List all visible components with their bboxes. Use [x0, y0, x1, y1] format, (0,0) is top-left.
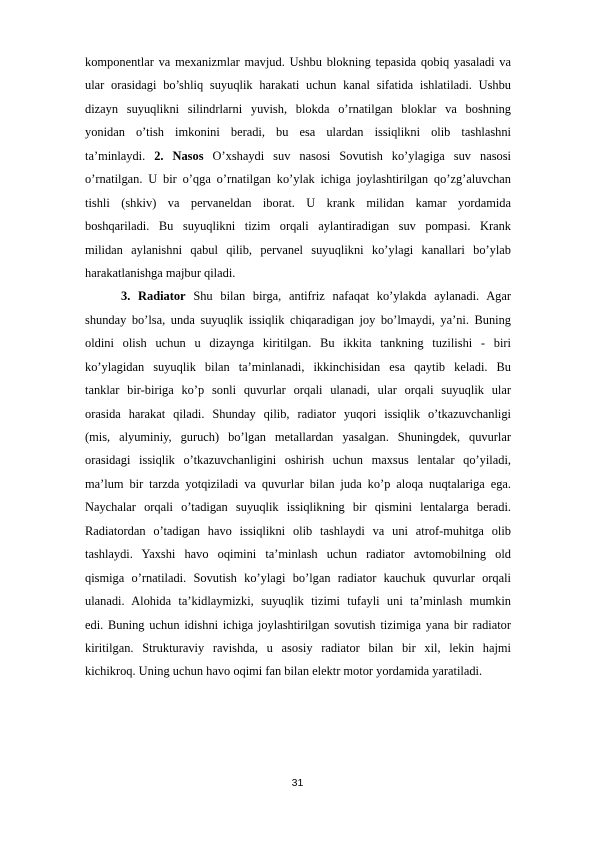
text-segment: o’rnatilgan. U bir o’qga o’rnatilgan ko’ylak ichiga joylashtirilgan qo’zg’aluvchan [85, 172, 511, 187]
text-line [85, 74, 511, 97]
text-segment: orasida harakat qiladi. Shunday qilib, radiator yuqori issiqlik o’tkazuvchanligi [85, 406, 511, 421]
text-segment: O’xshaydi suv nasosi Sovutish ko’ylagiga suv nasosi [203, 148, 511, 163]
text-line [85, 215, 511, 238]
text-line [85, 356, 511, 379]
text-segment: tanklar bir-biriga ko’p sonli quvurlar orqali ulanadi, ular orqali suyuqlik ular [85, 383, 511, 398]
text-line [85, 660, 511, 683]
text-segment: Radiatordan o’tadigan havo issiqlikni olib tashlaydi va uni atrof-muhitga olib [85, 523, 511, 538]
text-segment: Naychalar orqali o’tadigan suyuqlik issiqlikning bir qismini lentalarga beradi. [85, 500, 511, 515]
text-segment: kiritilgan. Strukturaviy ravishda, u asosiy radiator bilan bir xil, lekin hajmi [85, 640, 511, 655]
text-segment: tashlaydi. Yaxshi havo oqimini ta’minlash uchun radiator avtomobilning old [85, 547, 511, 562]
text-line [85, 379, 511, 402]
text-line [85, 543, 511, 566]
text-segment: ko’ylagidan suyuqlik bilan ta’minlanadi, ikkinchisidan esa qaytib keladi. Bu [85, 359, 511, 374]
text-line [85, 121, 511, 144]
text-line [85, 590, 511, 613]
page-number: 31 [291, 777, 304, 789]
text-segment: ma’lum bir tarzda yotqiziladi va quvurlar bilan juda ko’p aloqa nuqtalariga ega. [85, 476, 511, 491]
text-line [85, 192, 511, 215]
text-line [85, 98, 511, 121]
text-segment: oldini olish uchun u dizaynga kiritilgan. Bu ikkita tankning tuzilishi - biri [85, 336, 511, 351]
text-segment: (mis, alyuminiy, guruch) bo’lgan metallardan yasalgan. Shuningdek, quvurlar [85, 430, 511, 444]
text-line [85, 239, 511, 262]
text-segment: yonidan o’tish imkonini beradi, bu esa ulardan issiqlikni olib tashlashni [85, 125, 511, 140]
text-line [85, 285, 511, 308]
text-line [85, 332, 511, 355]
section-heading: 2. Nasos [154, 148, 204, 163]
text-line [85, 309, 511, 332]
text-segment: Shu bilan birga, antifriz nafaqat ko’ylakda aylanadi. Agar [185, 289, 511, 304]
text-line [85, 637, 511, 660]
text-segment: harakatlanishga majbur qiladi. [85, 265, 236, 280]
text-line [85, 614, 511, 637]
text-segment: ta’minlaydi. [85, 148, 155, 163]
text-segment: orasidagi issiqlik o’tkazuvchanligini oshirish uchun maxsus lentalar qo’yiladi, [85, 453, 511, 468]
text-segment: shunday bo’lsa, unda suyuqlik issiqlik chiqaradigan joy bo’lmaydi, ya’ni. Buning [85, 312, 511, 327]
text-segment: milidan aylanishni qabul qilib, pervanel suyuqlikni ko’ylagi kanallari bo’ylab [85, 242, 511, 257]
text-line [85, 262, 511, 285]
text-line [85, 426, 511, 449]
text-segment: kichikroq. Uning uchun havo oqimi fan bilan elektr motor yordamida yaratiladi. [85, 664, 483, 679]
text-segment: ulanadi. Alohida ta’kidlaymizki, suyuqlik tizimi tufayli uni ta’minlash mumkin [85, 594, 511, 609]
text-line [85, 567, 511, 590]
text-line [85, 449, 511, 472]
text-line [85, 168, 511, 191]
text-line [85, 496, 511, 519]
text-line [85, 403, 511, 426]
text-segment: tishli (shkiv) va pervaneldan iborat. U krank milidan kamar yordamida [85, 195, 511, 210]
text-line [85, 51, 511, 74]
text-line [85, 520, 511, 543]
section-heading: 3. Radiator [121, 289, 186, 304]
text-segment: komponentlar va mexanizmlar mavjud. Ushbu blokning tepasida qobiq yasaladi va [85, 55, 511, 69]
document-body [85, 51, 511, 684]
text-segment: qismiga o’rnatiladi. Sovutish ko’ylagi bo’lgan radiator kauchuk quvurlar orqali [85, 570, 511, 585]
text-segment: dizayn suyuqlikni silindrlarni yuvish, blokda o’rnatilgan bloklar va boshning [85, 101, 511, 116]
text-line [85, 145, 511, 168]
text-segment: ular orasidagi bo’shliq suyuqlik harakati uchun kanal sifatida ishlatiladi. Ushbu [85, 78, 511, 93]
text-segment: edi. Buning uchun idishni ichiga joylashtirilgan sovutish tizimiga yana bir radiator [85, 617, 511, 632]
text-line [85, 473, 511, 496]
text-segment: boshqariladi. Bu suyuqlikni tizim orqali aylantiradigan suv pompasi. Krank [85, 219, 511, 234]
